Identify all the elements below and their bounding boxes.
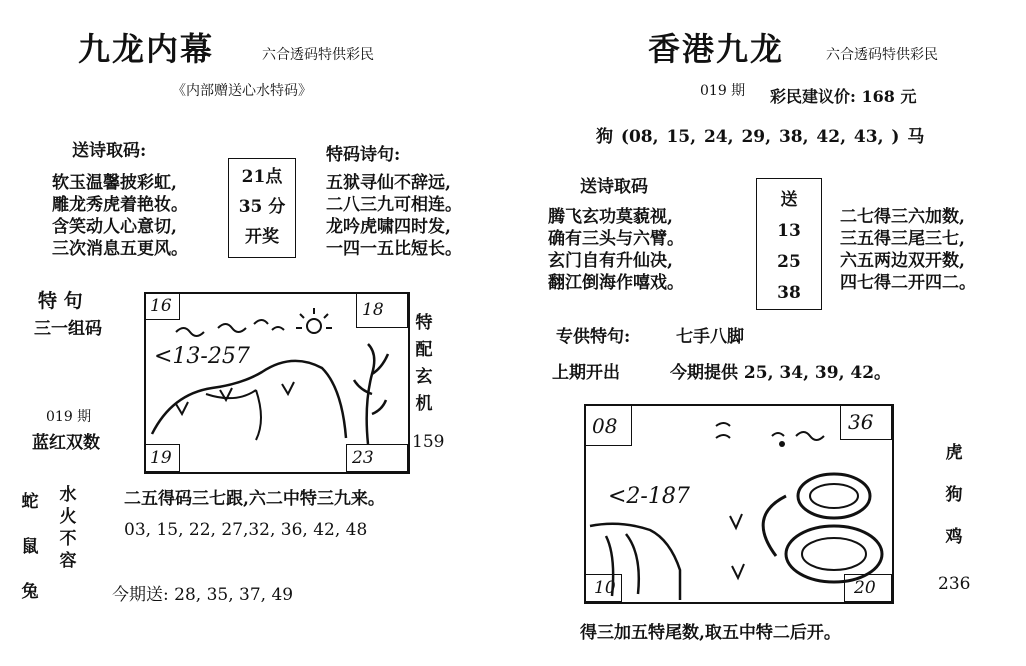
sketch-corner-number: 18 [362, 300, 384, 320]
sketch-corner-number: 23 [352, 448, 374, 468]
poem-line: 五狱寻仙不辞远, [326, 173, 451, 193]
price-label: 彩民建议价: 168 元 [770, 87, 917, 106]
send-box-line: 38 [777, 283, 801, 303]
zodiac-char: 鼠 [21, 537, 39, 557]
poem-line: 龙吟虎啸四时发, [326, 217, 451, 237]
right-poem [548, 206, 684, 294]
sketch-corner-number: 08 [592, 414, 618, 438]
right-title: 香港九龙 [648, 30, 785, 68]
left-line-b: 03, 15, 22, 27,32, 36, 42, 48 [124, 520, 368, 540]
element-char: 火 [59, 507, 77, 527]
side-char: 机 [415, 394, 433, 414]
time-box [228, 158, 296, 258]
poem-line: 确有三头与六臂。 [548, 229, 684, 249]
sketch-corner-number: 20 [854, 578, 876, 598]
element-column [56, 484, 80, 572]
right-sketch-box [584, 404, 894, 604]
left-tagline: 《内部赠送心水特码》 [172, 83, 312, 99]
today-text: 今期提供 25, 34, 39, 42。 [670, 363, 892, 383]
teju-label: 特 句 [38, 290, 83, 312]
right-subtitle: 六合透码特供彩民 [826, 47, 938, 63]
poem-line: 二七得三六加数, [840, 207, 965, 227]
special-value: 七手八脚 [676, 327, 744, 347]
poem-line: 翻江倒海作嘻戏。 [548, 273, 684, 293]
right-bottom-line: 得三加五特尾数,取五中特二后开。 [580, 623, 841, 643]
left-issue: 019 期 [46, 409, 92, 425]
poem-line: 三次消息五更风。 [52, 239, 188, 259]
left-subtitle: 六合透码特供彩民 [262, 47, 374, 63]
left-sketch-box [144, 292, 410, 474]
left-line-a: 二五得码三七跟,六二中特三九来。 [124, 489, 385, 509]
zodiac-char: 狗 [945, 485, 963, 505]
sketch-corner-number: 36 [848, 410, 874, 434]
left-line-c: 今期送: 28, 35, 37, 49 [112, 585, 294, 605]
special-label: 专供特句: [556, 327, 631, 347]
send-box-line: 送 [780, 190, 798, 210]
sketch-corner-number: 19 [150, 448, 172, 468]
send-box [756, 178, 822, 310]
send-box-line: 13 [777, 221, 801, 241]
time-box-line: 开奖 [245, 227, 279, 247]
side-char: 玄 [415, 367, 433, 387]
side-number: 159 [412, 432, 445, 452]
element-char: 水 [59, 485, 77, 505]
poem-line: 一四一五比短长。 [326, 239, 462, 259]
left-poem-heading: 送诗取码: [72, 141, 147, 161]
send-box-line: 25 [777, 252, 801, 272]
poem-line: 玄门自有升仙决, [548, 251, 673, 271]
poem-line: 六五两边双开数, [840, 251, 965, 271]
color-tip: 蓝红双数 [32, 433, 100, 453]
side-char: 特 [415, 313, 433, 333]
teju-value: 三一组码 [34, 319, 102, 339]
dog-line: 狗 (08, 15, 24, 29, 38, 42, 43, ) 马 [596, 127, 925, 147]
time-box-line: 21点 [241, 167, 283, 187]
sketch-corner-number: 16 [150, 296, 172, 316]
poem-line: 含笑动人心意切, [52, 217, 177, 237]
side-vertical-text [412, 310, 436, 418]
zodiac-char: 虎 [945, 443, 963, 463]
poem-line: 三五得三尾三七, [840, 229, 965, 249]
last-label: 上期开出 [552, 363, 620, 383]
left-title: 九龙内幕 [78, 30, 215, 68]
zodiac-column [18, 480, 42, 615]
poem-line: 软玉温馨披彩虹, [52, 173, 177, 193]
right-issue: 019 期 [700, 83, 746, 99]
right-side-number: 236 [938, 574, 971, 594]
sketch-corner-number: 10 [594, 578, 616, 598]
ring-sketch-illustration [586, 406, 892, 602]
time-box-line: 35 分 [238, 197, 286, 217]
mountain-sketch-illustration [146, 294, 408, 472]
element-char: 不 [59, 529, 77, 549]
sketch-code: <2-187 [608, 484, 690, 509]
right-side-vertical-text [940, 432, 968, 558]
side-char: 配 [415, 340, 433, 360]
zodiac-char: 鸡 [945, 527, 963, 547]
sketch-code: <13-257 [154, 344, 250, 369]
right-poem-heading: 送诗取码 [580, 177, 648, 197]
poem-line: 腾飞玄功莫藐视, [548, 207, 673, 227]
poem-line: 雕龙秀虎着艳妆。 [52, 195, 188, 215]
special-poem [326, 172, 462, 260]
zodiac-char: 蛇 [21, 492, 39, 512]
zodiac-char: 兔 [21, 582, 39, 602]
poem-line: 二八三九可相连。 [326, 195, 462, 215]
poem-line: 四七得二开四二。 [840, 273, 976, 293]
element-char: 容 [59, 551, 77, 571]
special-heading: 特码诗句: [326, 145, 401, 165]
right-poem-2 [840, 206, 976, 294]
left-poem [52, 172, 188, 260]
